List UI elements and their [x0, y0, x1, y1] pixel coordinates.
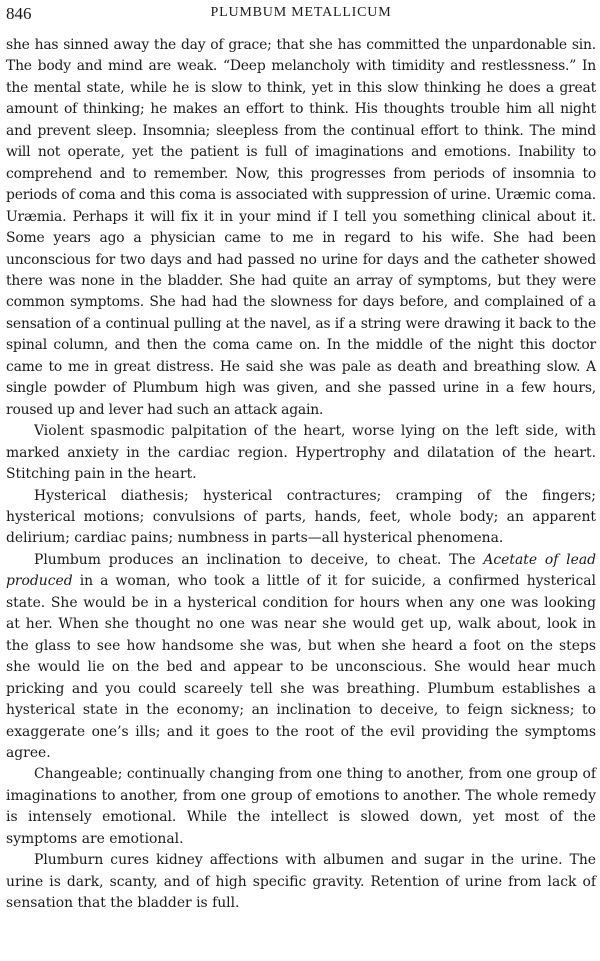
- paragraph-3: Hysterical diathesis; hysterical contractures; cramping of the fingers; hysterical motions; convulsions of parts, hands, feet, whole body; an apparent delirium; cardiac pains; numbness in parts—all hysterical phenomena.: [6, 487, 596, 547]
- paragraph-4-start: Plumbum produces an inclination to deceive, to cheat. The: [34, 551, 484, 568]
- page-header: [6, 4, 596, 28]
- page-number: 846: [6, 4, 32, 23]
- paragraph-4-rest: in a woman, who took a little of it for suicide, a confirmed hysterical state. She would be in a hysterical condition for hours when any one was looking at her. When she thought no one was near she would get up, walk about, look in the glass to see how handsome she was, but when she heard a foot on the steps she would lie on the bed and appear to be unconscious. She would hear much pricking and you could scareely tell she was breathing. Plumbum establishes a hysterical state in the economy; an inclination to deceive, to feign sickness; to exaggerate one’s ills; and it goes to the root of the evil providing the symptoms agree.: [6, 573, 596, 761]
- italic-phrase: Acetate of lead produced: [6, 551, 596, 590]
- paragraph-4: [6, 550, 596, 765]
- paragraph-5: Changeable; continually changing from one thing to another, from one group of imaginations to another, from one group of emotions to another. The whole remedy is intensely emotional. While the intellect is slowed down, yet most of the symptoms are emotional.: [6, 766, 596, 847]
- paragraph-6: Plumburn cures kidney affections with albumen and sugar in the urine. The urine is dark, scanty, and of high specific gravity. Retention of urine from lack of sensation that the bladder is full.: [6, 852, 596, 912]
- paragraph-2: Violent spasmodic palpitation of the heart, worse lying on the left side, with marked anxiety in the cardiac region. Hypertrophy and dilatation of the heart. Stitching pain in the heart.: [6, 423, 596, 483]
- body-text: [6, 35, 596, 915]
- running-title: PLUMBUM METALLICUM: [210, 5, 392, 20]
- paragraph-1: she has sinned away the day of grace; that she has committed the unpardonable sin. The body and mind are weak. “Deep melancholy with timidity and restlessness.” In the mental state, while he is slow to think, yet in this slow thinking he does a great amount of thinking; he makes an effort to think. His thoughts trouble him all night and prevent sleep. Insomnia; sleepless from the continual effort to think. The mind will not operate, yet the patient is full of imaginations and emotions. Inability to comprehend and to remember. Now, this progresses from periods of insomnia to periods of coma and this coma is associated with suppression of urine. Uræmic coma. Uræmia. Perhaps it will fix it in your mind if I tell you something clinical about it. Some years ago a physician came to me in regard to his wife. She had been unconscious for two days and had passed no urine for days and the catheter showed there was none in the bladder. She had quite an array of symptoms, but they were common symptoms. She had had the slowness for days before, and complained of a sensation of a continual pulling at the navel, as if a string were drawing it back to the spinal column, and then the coma came on. In the middle of the night this doctor came to me in great distress. He said she was pale as death and breathing slow. A single powder of Plumbum high was given, and she passed urine in a few hours, roused up and lever had such an attack again.: [6, 37, 596, 418]
